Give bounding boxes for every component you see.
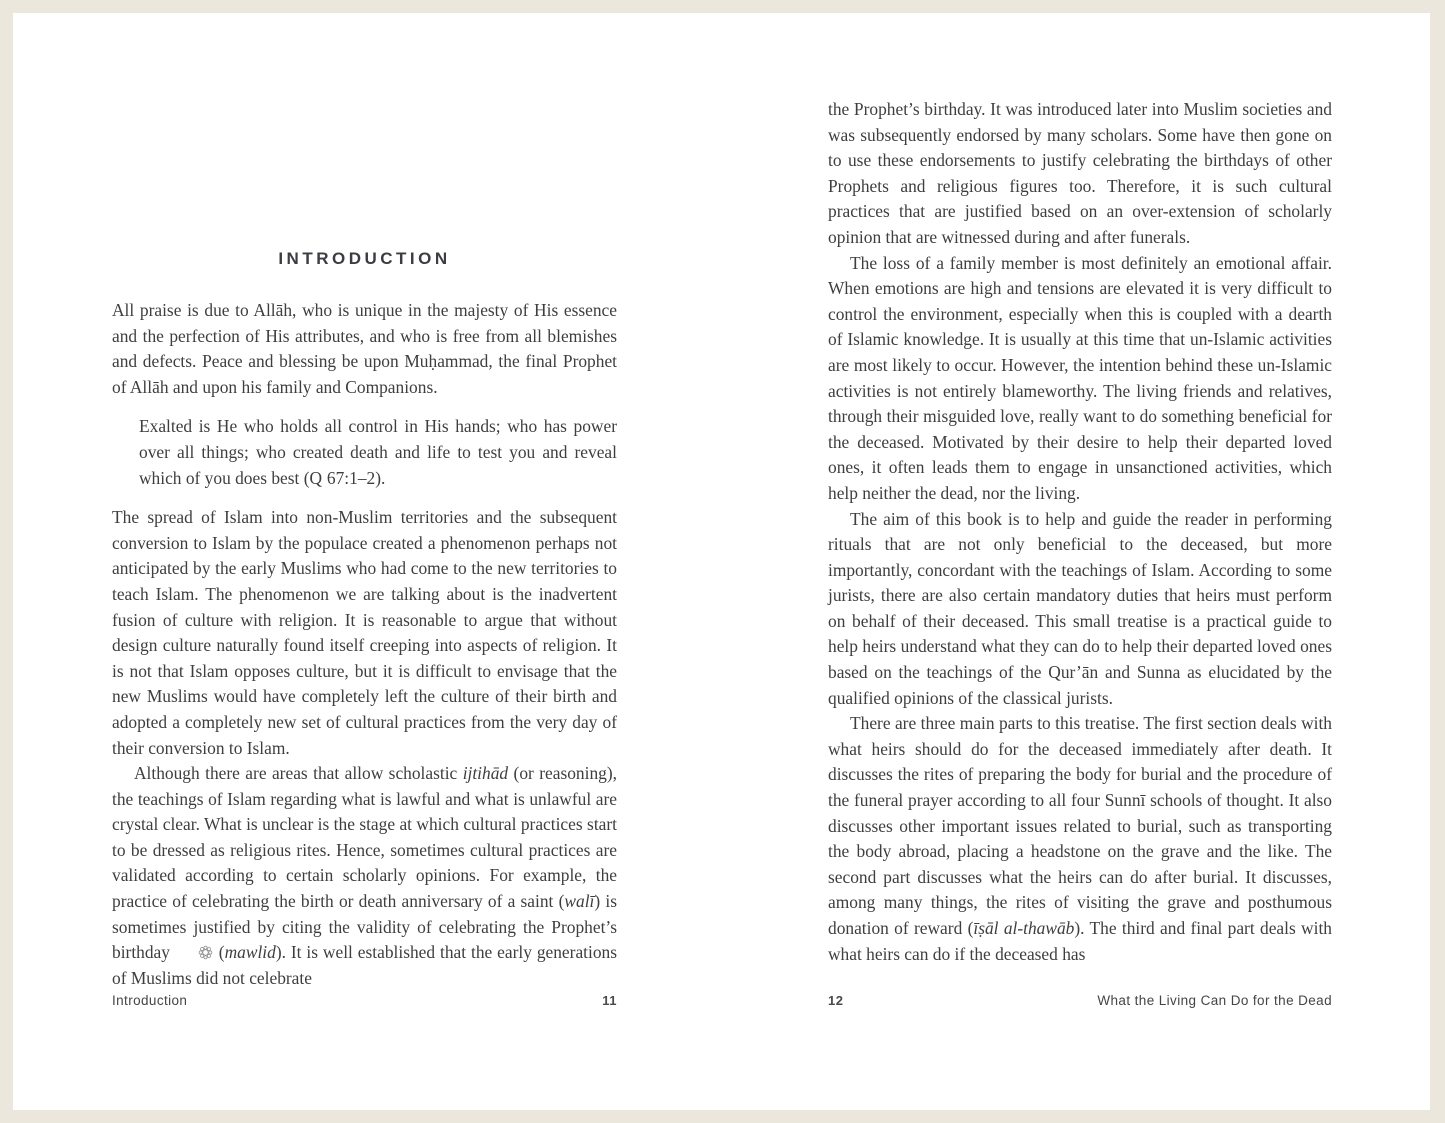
body-paragraph: All praise is due to Allāh, who is unique in the majesty of His essence and the perfection of His attributes, and who is free from all blemishes and defects. Peace and blessing be upon Muḥammad, the final Prophet of Allāh and upon his family and Companions.: [112, 300, 617, 397]
body-paragraph: Although there are areas that allow scholastic ijtihād (or reasoning), the teachings of Islam regarding what is lawful and what is unlawful are crystal clear. What is unclear is the stage at which cultural practices start to be dressed as religious rites. Hence, sometimes cultural practices are validated according to certain scholarly opinions. For example, the practice of celebrating the birth or death anniversary of a saint (walī) is sometimes justified by citing the validity of celebrating the Prophet’s birthday (mawlid). It is well established that the early generations of Muslims did not celebrate: [112, 763, 617, 988]
body-paragraph: The aim of this book is to help and guide the reader in performing rituals that are not only beneficial to the deceased, but more importantly, concordant with the teachings of Islam. According to some jurists, there are also certain mandatory duties that heirs must perform on behalf of their deceased. This small treatise is a practical guide to help heirs understand what they can do to help their departed loved ones based on the teachings of the Qur’ān and Sunna as elucidated by the qualified opinions of the classical jurists.: [828, 508, 1332, 708]
transliterated-term: ijtihād: [462, 763, 509, 784]
transliterated-term: mawlid: [224, 942, 276, 963]
transliterated-term: īṣāl al-thawāb: [973, 918, 1075, 938]
left-page-body: [112, 298, 617, 991]
page-number-right: 12: [828, 993, 844, 1008]
left-page: [112, 249, 617, 991]
body-paragraph: There are three main parts to this treatise. The first section deals with what heirs should do for the deceased immediately after death. It discusses the rites of preparing the body for burial and the procedure of the funeral prayer according to all four Sunnī schools of thought. It also discusses other important issues related to burial, such as transporting the body abroad, placing a headstone on the grave and the like. The second part discusses what the heirs can do after burial. It discusses, among many things, the rites of visiting the grave and posthumous donation of reward (īṣāl al-thawāb). The third and final part deals with what heirs can do if the deceased has: [828, 713, 1332, 964]
right-page: [828, 97, 1332, 967]
body-paragraph: The loss of a family member is most definitely an emotional affair. When emotions are high and tensions are elevated it is very difficult to control the environment, especially when this is coupled with a dearth of Islamic knowledge. It is usually at this time that un-Islamic activities are most likely to occur. However, the intention behind these un-Islamic activities is not entirely blameworthy. The living friends and relatives, through their misguided love, really want to do something beneficial for the deceased. Motivated by their desire to help their departed loved ones, it often leads them to engage in unsanctioned activities, which help neither the dead, nor the living.: [828, 252, 1332, 503]
chapter-heading: INTRODUCTION: [278, 249, 451, 268]
body-paragraph: the Prophet’s birthday. It was introduced later into Muslim societies and was subsequently endorsed by many scholars. Some have then gone on to use these endorsements to justify celebrating the birthdays of other Prophets and religious figures too. Therefore, it is such cultural practices that are justified based on an over-extension of scholarly opinion that are witnessed during and after funerals.: [828, 99, 1332, 247]
right-page-body: [828, 97, 1332, 967]
page-number-left: 11: [602, 993, 617, 1008]
left-page-footer: [112, 993, 617, 1008]
running-head-chapter: Introduction: [112, 993, 188, 1008]
right-page-footer: [828, 993, 1332, 1008]
small-caps-text: Q: [309, 467, 323, 488]
running-head-book-title: What the Living Can Do for the Dead: [1097, 993, 1332, 1008]
transliterated-term: walī: [564, 891, 595, 912]
book-spread-paper: [13, 13, 1430, 1110]
quran-quote: Exalted is He who holds all control in His hands; who has power over all things; who created death and life to test you and reveal which of you does best (Q 67:1–2).: [139, 416, 617, 488]
honorific-symbol-icon: [175, 945, 214, 960]
body-paragraph: The spread of Islam into non-Muslim territories and the subsequent conversion to Islam by the populace created a phenomenon perhaps not anticipated by the early Muslims who had come to the new territories to teach Islam. The phenomenon we are talking about is the inadvertent fusion of culture with religion. It is reasonable to argue that without design culture naturally found itself creeping into aspects of religion. It is not that Islam opposes culture, but it is difficult to envisage that the new Muslims would have completely left the culture of their birth and adopted a completely new set of cultural practices from the very day of their conversion to Islam.: [112, 507, 617, 758]
